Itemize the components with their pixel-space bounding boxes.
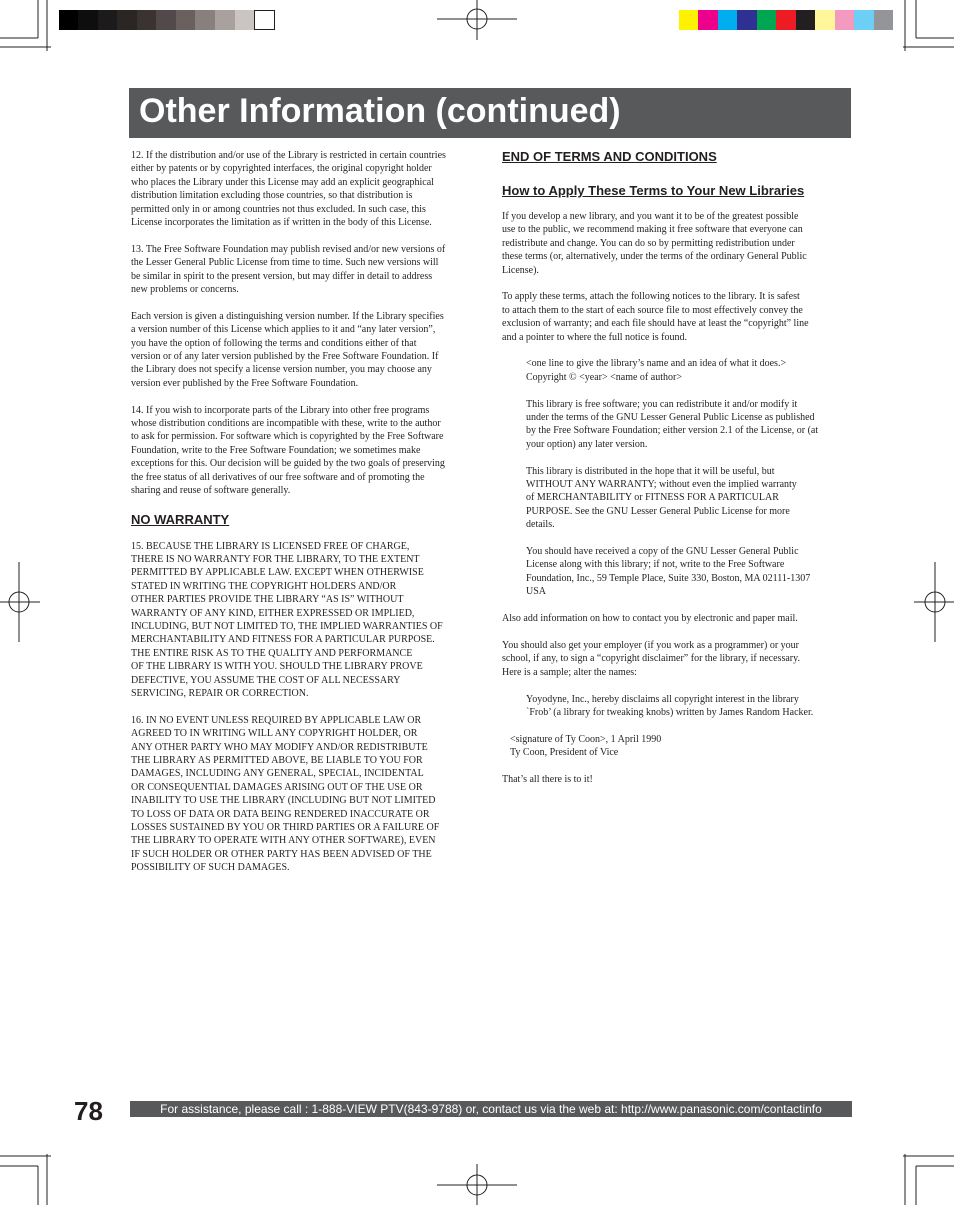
right-paragraph-3: Also add information on how to contact you by electronic and paper mail. [502,613,798,625]
gray-swatch-11 [254,10,275,30]
gray-swatch-4 [117,10,137,30]
right-paragraph-1: If you develop a new library, and you want it to be of the greatest possible use to the public, we recommend making it free software that everyone can redistribute and change. You can do so by permitting redistribution under these terms (or, alternatively, under the terms of the ordinary General Public License). [502,211,807,276]
footer-assistance-text: For assistance, please call : 1-888-VIEW PTV(843-9788) or, contact us via the web at: http://www.panasonic.com/contactinfo [160,1102,822,1116]
end-of-terms-heading: END OF TERMS AND CONDITIONS [502,149,717,164]
color-swatch-green [757,10,776,30]
color-swatch-red [776,10,796,30]
color-swatch-magenta [698,10,718,30]
color-swatch-cyan [718,10,737,30]
notice-line-4: You should have received a copy of the GNU Lesser General Public License along with this library; if not, write to the Free Software Foundation, Inc., 59 Temple Place, Suite 330, Boston, MA 02111-1307 USA [526,546,811,598]
color-swatch-blue [737,10,757,30]
notice-line-1: <one line to give the library’s name and an idea of what it does.> Copyright © <year> <name of author> [526,358,787,383]
notice-line-2: This library is free software; you can redistribute it and/or modify it under the terms of the GNU Lesser General Public License as published by the Free Software Foundation; either version 2.1 of the License, or (at your option) any later version. [526,398,819,450]
paragraph-16: 16. IN NO EVENT UNLESS REQUIRED BY APPLICABLE LAW OR AGREED TO IN WRITING WILL ANY COPYRIGHT HOLDER, OR ANY OTHER PARTY WHO MAY MODIFY AND/OR REDISTRIBUTE THE LIBRARY AS PERMITTED ABOVE, BE LIABLE TO YOU FOR DAMAGES, INCLUDING ANY GENERAL, SPECIAL, INCIDENTAL OR CONSEQUENTIAL DAMAGES ARISING OUT OF THE USE OR INABILITY TO USE THE LIBRARY (INCLUDING BUT NOT LIMITED TO LOSS OF DATA OR DATA BEING RENDERED INACCURATE OR LOSSES SUSTAINED BY YOU OR THIRD PARTIES OR A FAILURE OF THE LIBRARY TO OPERATE WITH ANY OTHER SOFTWARE), EVEN IF SUCH HOLDER OR OTHER PARTY HAS BEEN ADVISED OF THE POSSIBILITY OF SUCH DAMAGES. [131,714,440,874]
no-warranty-heading: NO WARRANTY [131,511,230,527]
right-column [502,149,854,800]
gray-swatch-10 [235,10,254,30]
color-swatch-light-yellow [815,10,835,30]
color-swatch-yellow [679,10,698,30]
color-swatch-gray [874,10,893,30]
left-column [131,149,485,888]
color-swatch-pink [835,10,854,30]
page-title: Other Information (continued) [139,92,621,130]
gray-swatch-3 [98,10,117,30]
right-paragraph-2: To apply these terms, attach the following notices to the library. It is safest to attach them to the start of each source file to most effectively convey the exclusion of warranty; and each file should have at least the “copyright” line and a pointer to where the full notice is found. [502,291,809,343]
paragraph-15: 15. BECAUSE THE LIBRARY IS LICENSED FREE OF CHARGE, THERE IS NO WARRANTY FOR THE LIBRARY, TO THE EXTENT PERMITTED BY APPLICABLE LAW. EXCEPT WHEN OTHERWISE STATED IN WRITING THE COPYRIGHT HOLDERS AND/OR OTHER PARTIES PROVIDE THE LIBRARY “AS IS” WITHOUT WARRANTY OF ANY KIND, EITHER EXPRESSED OR IMPLIED, INCLUDING, BUT NOT LIMITED TO, THE IMPLIED WARRANTIES OF MERCHANTABILITY AND FITNESS FOR A PARTICULAR PURPOSE. THE ENTIRE RISK AS TO THE QUALITY AND PERFORMANCE OF THE LIBRARY IS WITH YOU. SHOULD THE LIBRARY PROVE DEFECTIVE, YOU ASSUME THE COST OF ALL NECESSARY SERVICING, REPAIR OR CORRECTION. [131,540,443,699]
gray-swatch-6 [156,10,176,30]
paragraph-12: 12. If the distribution and/or use of the Library is restricted in certain countries either by patents or by copyrighted interfaces, the original copyright holder who places the Library under this License may add an explicit geographical distribution limitation excluding those countries, so that distribution is permitted only in or among countries not thus excluded. In such case, this License incorporates the limitation as if written in the body of this License. [131,150,446,229]
notice-line-3: This library is distributed in the hope that it will be useful, but WITHOUT ANY WARRANTY; without even the implied warranty of MERCHANTABILITY or FITNESS FOR A PARTICULAR PURPOSE. See the GNU Lesser General Public License for more details. [526,465,797,531]
gray-swatch-1 [59,10,78,30]
sample-signature: <signature of Ty Coon>, 1 April 1990 Ty Coon, President of Vice [510,733,662,759]
gray-swatch-7 [176,10,195,30]
how-to-apply-heading: How to Apply These Terms to Your New Libraries [502,183,805,198]
gray-swatch-9 [215,10,235,30]
right-paragraph-4: You should also get your employer (if you work as a programmer) or your school, if any, to sign a “copyright disclaimer” for the library, if necessary. Here is a sample; alter the names: [502,639,800,678]
paragraph-13b: Each version is given a distinguishing version number. If the Library specifies a version number of this License which applies to it and “any later version”, you have the option of following the terms and conditions either of that version or of any later version published by the Free Software Foundation. If the Library does not specify a license version number, you may choose any version ever published by the Free Software Foundation. [131,310,444,389]
paragraph-13: 13. The Free Software Foundation may publish revised and/or new versions of the Lesser General Public License from time to time. Such new versions will be similar in spirit to the present version, but may differ in detail to address new problems or concerns. [131,243,446,296]
sample-disclaimer: Yoyodyne, Inc., hereby disclaims all copyright interest in the library `Frob’ (a library for tweaking knobs) written by James Random Hacker. [526,693,814,718]
color-swatch-black [796,10,815,30]
gray-swatch-2 [78,10,98,30]
gray-swatch-8 [195,10,215,30]
paragraph-14: 14. If you wish to incorporate parts of the Library into other free programs whose distribution conditions are incompatible with these, write to the author to ask for permission. For software which is copyrighted by the Free Software Foundation, write to the Free Software Foundation; we sometimes make exceptions for this. Our decision will be guided by the two goals of preserving the free status of all derivatives of our free software and of promoting the sharing and reuse of software generally. [131,404,445,497]
right-paragraph-5: That’s all there is to it! [502,773,593,785]
page-number: 78 [74,1096,103,1126]
gray-swatch-5 [137,10,156,30]
color-swatch-light-cyan [854,10,874,30]
